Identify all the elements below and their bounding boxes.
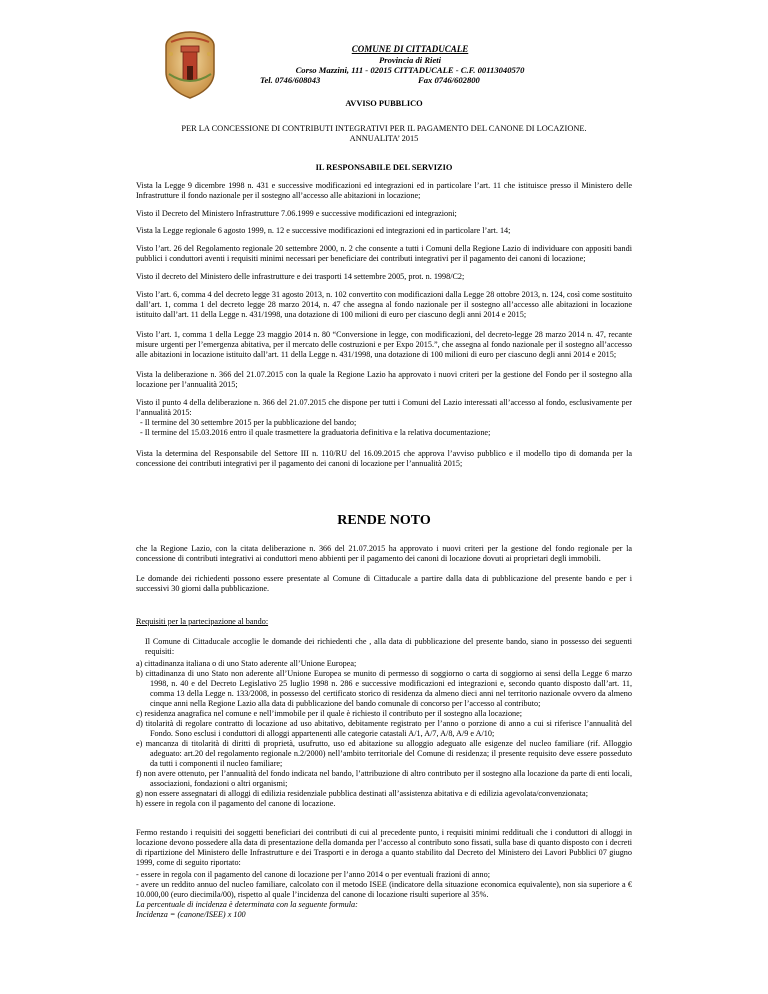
provincia: Provincia di Rieti bbox=[378, 54, 442, 65]
requisiti-title: Requisiti per la partecipazione al bando: bbox=[136, 617, 269, 626]
requisiti-intro: Il Comune di Cittaducale accoglie le domande dei richiedenti che , alla data di pubblicazione del presente bando, siano in possesso dei seguenti requisiti: bbox=[145, 637, 632, 656]
requisito-item: c) residenza anagrafica nel comune e nell’immobile per il quale è richiesto il contributo per il sostegno alla locazione; bbox=[136, 709, 523, 718]
noto-paragraph: Le domande dei richiedenti possono essere presentate al Comune di Cittaducale a partire dalla data di pubblicazione del presente bando e per i successivi 30 giorni dalla pubblicazione. bbox=[136, 574, 632, 593]
visto-paragraph: Visto il Decreto del Ministero Infrastrutture 7.06.1999 e successive modificazioni ed integrazioni; bbox=[136, 209, 457, 218]
condizioni-block bbox=[136, 870, 632, 920]
visto-paragraph: Visto l’art. 1, comma 1 della Legge 23 maggio 2014 n. 80 “Conversione in legge, con modificazioni, del decreto-legge 28 marzo 2014 n. 47, recante misure urgenti per l’emergenza abitativa, per il mercato delle costruzioni e per Expo 2015.”, che assegna al fondo nazionale per il sostegno all’accesso alle abitazioni in locazione istituito dall’art. 11 della Legge n. 431/1998, una dotazione di 100 milioni di euro per ciascuno degli anni 2014 e 2015; bbox=[136, 330, 632, 359]
indirizzo: Corso Mazzini, 111 - 02015 CITTADUCALE - C.F. 00113040570 bbox=[295, 65, 525, 76]
letterhead bbox=[230, 44, 590, 86]
requisiti-list bbox=[136, 659, 632, 809]
oggetto-line2: ANNUALITA’ 2015 bbox=[349, 134, 419, 144]
visto-paragraph: Visto l’art. 26 del Regolamento regionale 20 settembre 2000, n. 2 che consente a tutti i Comuni della Regione Lazio di individuare con appositi bandi pubblici i conduttori aventi i requisiti minimi necessari per beneficiare dei contributi integrativi per il pagamento dei canoni di locazione; bbox=[136, 244, 632, 263]
requisito-item: h) essere in regola con il pagamento del canone di locazione. bbox=[136, 799, 336, 808]
rende-noto-heading: RENDE NOTO bbox=[337, 513, 431, 528]
condizione-item: - avere un reddito annuo del nucleo familiare, calcolato con il metodo ISEE (indicatore della situazione economica equivalente), non sia superiore a € 10.000,00 (euro diecimila/00), rispetto al quale l’incidenza del canone di locazione risulti superiore al 35%. bbox=[136, 880, 632, 899]
requisito-item: d) titolarità di regolare contratto di locazione ad uso abitativo, debitamente registrato per l’anno o porzione di anno a cui si riferisce l’annualità del Fondo. Sono esclusi i conduttori di alloggi appartenenti alle categorie catastali A/1, A/7, A/8, A/9 e A/10; bbox=[136, 719, 633, 738]
responsabile-heading: IL RESPONSABILE DEL SERVIZIO bbox=[315, 163, 453, 172]
noto-paragraph: che la Regione Lazio, con la citata deliberazione n. 366 del 21.07.2015 ha approvato i nuovi criteri per la gestione del fondo regionale per la concessione di contributi integrativi ai conduttori meno abbienti per il pagamento dei canoni di locazione dovuti ai proprietari degli immobili. bbox=[136, 544, 632, 563]
requisito-item: g) non essere assegnatari di alloggi di edilizia residenziale pubblica destinati all’assistenza abitativa e di edilizia agevolata/convenzionata; bbox=[136, 789, 588, 798]
contatti bbox=[230, 75, 590, 86]
requisito-item: e) mancanza di titolarità di diritti di proprietà, usufrutto, uso ed abitazione su alloggio adeguato alle esigenze del nucleo familiare (rif. Alloggio adeguato: art.20 del regolamento regionale n.2/2000) nell’ambito territoriale del Comune di residenza; il presente requisito deve essere posseduto da tutti i componenti il nucleo familiare; bbox=[136, 739, 633, 768]
oggetto bbox=[0, 124, 768, 145]
oggetto-line1: PER LA CONCESSIONE DI CONTRIBUTI INTEGRATIVI PER IL PAGAMENTO DEL CANONE DI LOCAZIONE. bbox=[181, 124, 587, 133]
determina-paragraph: Vista la determina del Responsabile del Settore III n. 110/RU del 16.09.2015 che approva l’avviso pubblico e il modello tipo di domanda per la concessione dei contributi integrativi per il pagamento dei canoni di locazione per l’annualità 2015; bbox=[136, 449, 632, 468]
formula: Incidenza = (canone/ISEE) x 100 bbox=[136, 910, 246, 919]
punto4-block bbox=[136, 398, 632, 438]
formula-intro: La percentuale di incidenza è determinata con la seguente formula: bbox=[136, 900, 358, 909]
requisito-item: a) cittadinanza italiana o di uno Stato aderente all’Unione Europea; bbox=[136, 659, 357, 668]
avviso-title: AVVISO PUBBLICO bbox=[345, 99, 423, 108]
visto-paragraph: Vista la Legge regionale 6 agosto 1999, n. 12 e successive modificazioni ed integrazioni ed in particolare l’art. 14; bbox=[136, 226, 511, 235]
punto4-item: - Il termine del 30 settembre 2015 per la pubblicazione del bando; bbox=[140, 418, 357, 427]
visto-paragraph: Visto l’art. 6, comma 4 del decreto legge 31 agosto 2013, n. 102 convertito con modificazioni dalla Legge 28 ottobre 2013, n. 124, così come sostituito dall’art. 1, comma 1 del decreto legge 28 marzo 2014, n. 47 che assegna al fondo nazionale per il sostegno all’accesso alle abitazioni in locazione istituito dall’art. 11 della Legge n. 431/1998, una dotazione di 100 milioni di euro per ciascuno degli anni 2014 e 2015; bbox=[136, 290, 632, 319]
fax: Fax 0746/602800 bbox=[418, 75, 480, 86]
visto-paragraph: Visto il decreto del Ministero delle infrastrutture e dei trasporti 14 settembre 2005, prot. n. 1998/C2; bbox=[136, 272, 465, 281]
visto-paragraph: Vista la Legge 9 dicembre 1998 n. 431 e successive modificazioni ed integrazioni ed in particolare l’art. 11 che istituisce presso il Ministero delle Infrastrutture il fondo nazionale per il sostegno all’accesso alle abitazioni in locazione; bbox=[136, 181, 632, 200]
fermo-restando-paragraph: Fermo restando i requisiti dei soggetti beneficiari dei contributi di cui al precedente punto, i requisiti minimi reddituali che i conduttori di alloggi in locazione devono possedere alla data di presentazione della domanda per l’accesso al contributo sono fissati, sulla base di quanto disposto con i decreti di ripartizione del Ministero delle Infrastrutture e dei Trasporti e in deroga a quanto stabilito dal Decreto del Ministero dei Lavori Pubblici 07 giugno 1999, come di seguito riportato: bbox=[136, 828, 632, 867]
requisito-item: b) cittadinanza di uno Stato non aderente all’Unione Europea se munito di permesso di soggiorno o carta di soggiorno ai sensi della Legge 6 marzo 1998, n. 40 e del Decreto Legislativo 25 luglio 1998 n. 286 e successive modificazioni ed integrazioni e, secondo quanto disposto dall’art. 11, comma 13 della Legge n. 133/2008, in possesso del certificato storico di residenza da almeno dieci anni nel territorio nazionale ovvero da almeno cinque anni nella Regione Lazio alla data di pubblicazione del bando comunale di concorso per l’accesso al contributo; bbox=[136, 669, 633, 708]
punto4-item: - Il termine del 15.03.2016 entro il quale trasmettere la graduatoria definitiva e la relativa documentazione; bbox=[140, 428, 491, 437]
telefono: Tel. 0746/608043 bbox=[260, 75, 321, 86]
punto4-intro: Visto il punto 4 della deliberazione n. 366 del 21.07.2015 che dispone per tutti i Comuni del Lazio interessati all’accesso al fondo, esclusivamente per l’annualità 2015: bbox=[136, 398, 632, 417]
requisito-item: f) non avere ottenuto, per l’annualità del fondo indicata nel bando, l’attribuzione di altro contributo per il sostegno alla locazione da parte di enti locali, associazioni, fondazioni o altri organismi; bbox=[136, 769, 632, 788]
visto-paragraph: Vista la deliberazione n. 366 del 21.07.2015 con la quale la Regione Lazio ha approvato i nuovi criteri per la gestione del Fondo per il sostegno alla locazione per l’annualità 2015; bbox=[136, 370, 632, 389]
comune-crest-logo bbox=[159, 28, 221, 100]
comune-name: COMUNE DI CITTADUCALE bbox=[351, 44, 469, 54]
condizione-item: - essere in regola con il pagamento del canone di locazione per l’anno 2014 o per eventuali frazioni di anno; bbox=[136, 870, 490, 879]
